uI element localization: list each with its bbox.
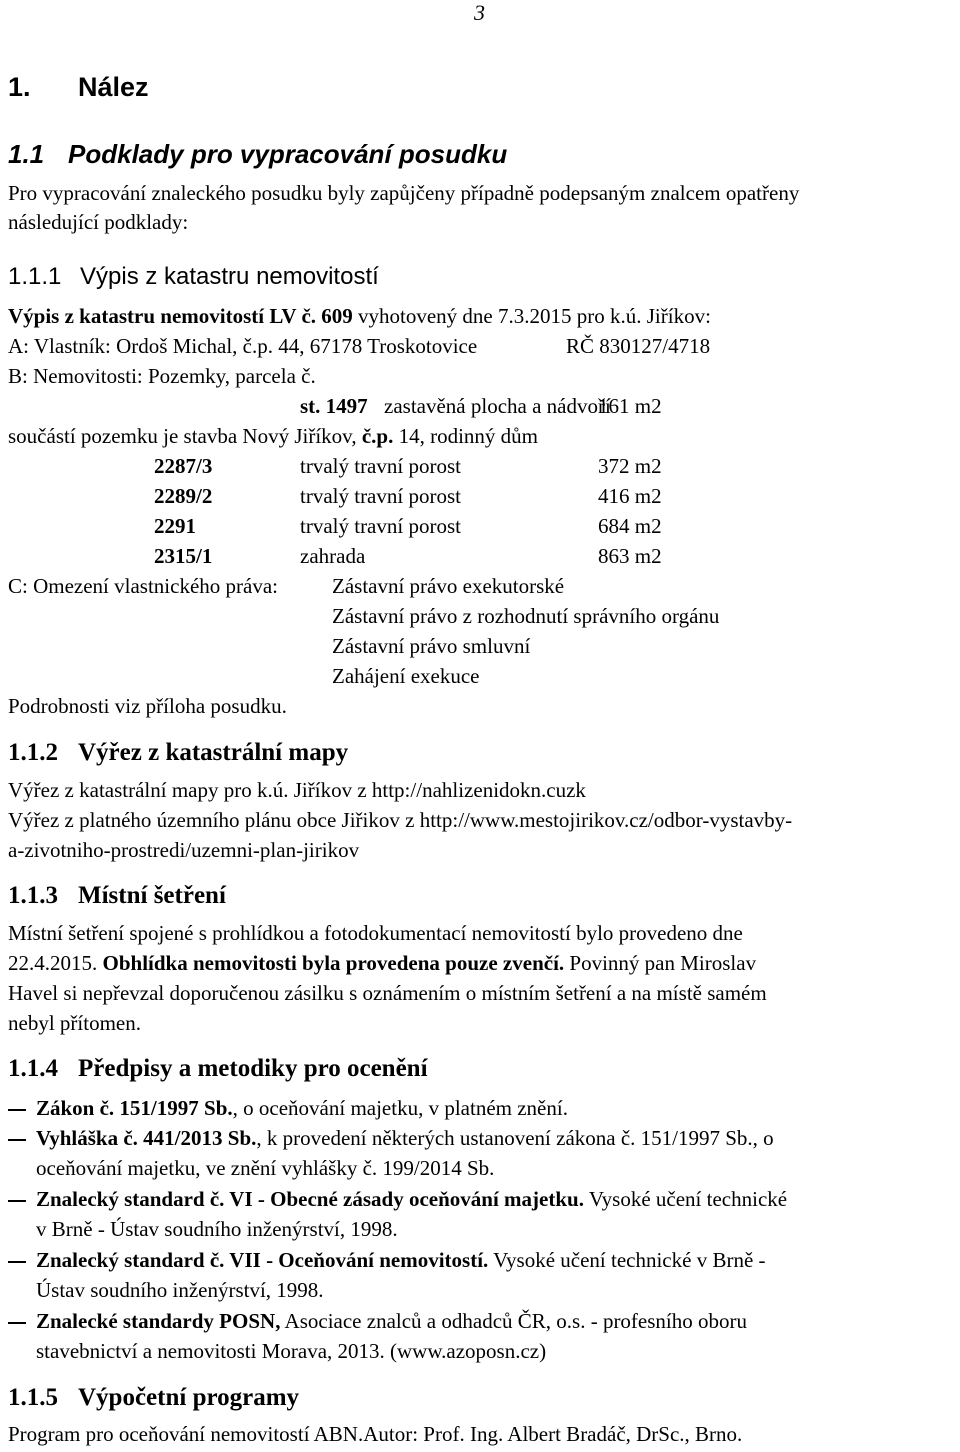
setreni-line-3: Havel si nepřevzal doporučenou zásilku s oznámením o místním šetření a na místě samém xyxy=(8,981,767,1005)
page-number: 3 xyxy=(474,0,485,25)
st-parcel-no: st. 1497 xyxy=(300,394,368,418)
heading-1-number: 1. xyxy=(8,72,31,102)
kat-nemovitosti: B: Nemovitosti: Pozemky, parcela č. xyxy=(8,364,316,388)
c-label: C: Omezení vlastnického práva: xyxy=(8,574,278,598)
st-parcel-use: zastavěná plocha a nádvoří xyxy=(384,394,611,418)
kat-line-1 xyxy=(8,306,711,327)
setreni-line-2 xyxy=(8,953,756,974)
vyrez-line-1: Výřez z katastrální mapy pro k.ú. Jiříkov z http://nahlizenidokn.cuzk xyxy=(8,778,586,802)
heading-1-1-1-number: 1.1.1 xyxy=(8,263,62,290)
kat-lv-rest: vyhotovený dne 7.3.2015 pro k.ú. Jiříkov: xyxy=(352,304,711,328)
heading-1-1-4-title: Předpisy a metodiky pro ocenění xyxy=(78,1055,428,1082)
bullet-dash xyxy=(8,1139,26,1141)
setreni-date: 22.4.2015. xyxy=(8,951,103,975)
parcel-area: 863 m2 xyxy=(598,544,662,568)
vyrez-line-2: Výřez z platného územního plánu obce Jiřikov z http://www.mestojirikov.cz/odbor-vystavby- xyxy=(8,808,793,832)
heading-1-1-3-title: Místní šetření xyxy=(78,882,226,909)
predpis-rest: , o oceňování majetku, v platném znění. xyxy=(232,1096,568,1120)
predpis-rest: Vysoké učení technické v Brně - xyxy=(488,1248,766,1272)
details-note: Podrobnosti viz příloha posudku. xyxy=(8,694,287,718)
c-item: Zahájení exekuce xyxy=(332,664,480,688)
predpis-bold: Znalecký standard č. VII - Oceňování nemovitostí. xyxy=(36,1248,489,1272)
predpis-line-2: v Brně - Ústav soudního inženýrství, 1998. xyxy=(36,1217,398,1241)
heading-1-1-3-number: 1.1.3 xyxy=(8,882,58,909)
heading-1-title: Nález xyxy=(78,72,149,102)
c-item: Zástavní právo smluvní xyxy=(332,634,531,658)
predpis-rest: Vysoké učení technické xyxy=(583,1187,788,1211)
setreni-line-1: Místní šetření spojené s prohlídkou a fotodokumentací nemovitostí bylo provedeno dne xyxy=(8,921,743,945)
heading-1-1-number: 1.1 xyxy=(8,139,45,169)
parcel-area: 684 m2 xyxy=(598,514,662,538)
bullet-dash xyxy=(8,1109,26,1111)
predpis-rest: Asociace znalců a odhadců ČR, o.s. - profesního oboru xyxy=(280,1309,747,1333)
predpis-item xyxy=(36,1311,747,1332)
setreni-line-4: nebyl přítomen. xyxy=(8,1011,141,1035)
parcel-area: 416 m2 xyxy=(598,484,662,508)
st-parcel-area: 161 m2 xyxy=(598,394,662,418)
predpis-bold: Znalecké standardy POSN, xyxy=(36,1309,281,1333)
heading-1-1-title: Podklady pro vypracování posudku xyxy=(68,139,508,169)
parcel-use: trvalý travní porost xyxy=(300,514,461,538)
heading-1-1-1-title: Výpis z katastru nemovitostí xyxy=(80,263,379,290)
heading-1-1-5-number: 1.1.5 xyxy=(8,1384,58,1411)
bullet-dash xyxy=(8,1322,26,1324)
predpis-line-2: stavebnictví a nemovitosti Morava, 2013. (www.azoposn.cz) xyxy=(36,1339,547,1363)
predpis-bold: Znalecký standard č. VI - Obecné zásady oceňování majetku. xyxy=(36,1187,584,1211)
predpis-bold: Vyhláška č. 441/2013 Sb. xyxy=(36,1126,257,1150)
heading-1-1-2-number: 1.1.2 xyxy=(8,739,58,766)
heading-1-1-5-title: Výpočetní programy xyxy=(78,1384,300,1411)
predpis-bold: Zákon č. 151/1997 Sb. xyxy=(36,1096,233,1120)
parcel-no: 2289/2 xyxy=(154,484,213,508)
predpis-line-2: oceňování majetku, ve znění vyhlášky č. 199/2014 Sb. xyxy=(36,1156,495,1180)
kat-part-post: 14, rodinný dům xyxy=(393,424,538,448)
bullet-dash xyxy=(8,1200,26,1202)
kat-part-line xyxy=(8,426,538,447)
parcel-no: 2315/1 xyxy=(154,544,213,568)
predpis-item xyxy=(36,1098,568,1119)
kat-lv-bold: Výpis z katastru nemovitostí LV č. 609 xyxy=(8,304,353,328)
parcel-no: 2291 xyxy=(154,514,196,538)
kat-part-cp: č.p. xyxy=(361,424,394,448)
c-item: Zástavní právo exekutorské xyxy=(332,574,565,598)
c-item: Zástavní právo z rozhodnutí správního orgánu xyxy=(332,604,720,628)
setreni-bold: Obhlídka nemovitosti byla provedena pouze zvenčí. xyxy=(102,951,565,975)
kat-owner: A: Vlastník: Ordoš Michal, č.p. 44, 67178 Troskotovice xyxy=(8,334,478,358)
predpis-rest: , k provedení některých ustanovení zákona č. 151/1997 Sb., o xyxy=(256,1126,774,1150)
bullet-dash xyxy=(8,1261,26,1263)
heading-1-1-2-title: Výřez z katastrální mapy xyxy=(78,739,349,766)
parcel-no: 2287/3 xyxy=(154,454,213,478)
predpis-item xyxy=(36,1128,774,1149)
intro-line-1: Pro vypracování znaleckého posudku byly zapůjčeny případně podepsaným znalcem opatřeny xyxy=(8,181,800,205)
predpis-item xyxy=(36,1250,766,1271)
parcel-use: trvalý travní porost xyxy=(300,454,461,478)
parcel-use: trvalý travní porost xyxy=(300,484,461,508)
parcel-area: 372 m2 xyxy=(598,454,662,478)
heading-1-1-4-number: 1.1.4 xyxy=(8,1055,58,1082)
vyrez-line-3: a-zivotniho-prostredi/uzemni-plan-jirikov xyxy=(8,838,360,862)
setreni-rest: Povinný pan Miroslav xyxy=(564,951,757,975)
kat-rc: RČ 830127/4718 xyxy=(566,334,711,358)
intro-line-2: následující podklady: xyxy=(8,210,189,234)
kat-part-pre: součástí pozemku je stavba Nový Jiříkov, xyxy=(8,424,362,448)
parcel-use: zahrada xyxy=(300,544,366,568)
predpis-item xyxy=(36,1189,787,1210)
program-line: Program pro oceňování nemovitostí ABN.Autor: Prof. Ing. Albert Bradáč, DrSc., Brno. xyxy=(8,1422,743,1446)
predpis-line-2: Ústav soudního inženýrství, 1998. xyxy=(36,1278,324,1302)
